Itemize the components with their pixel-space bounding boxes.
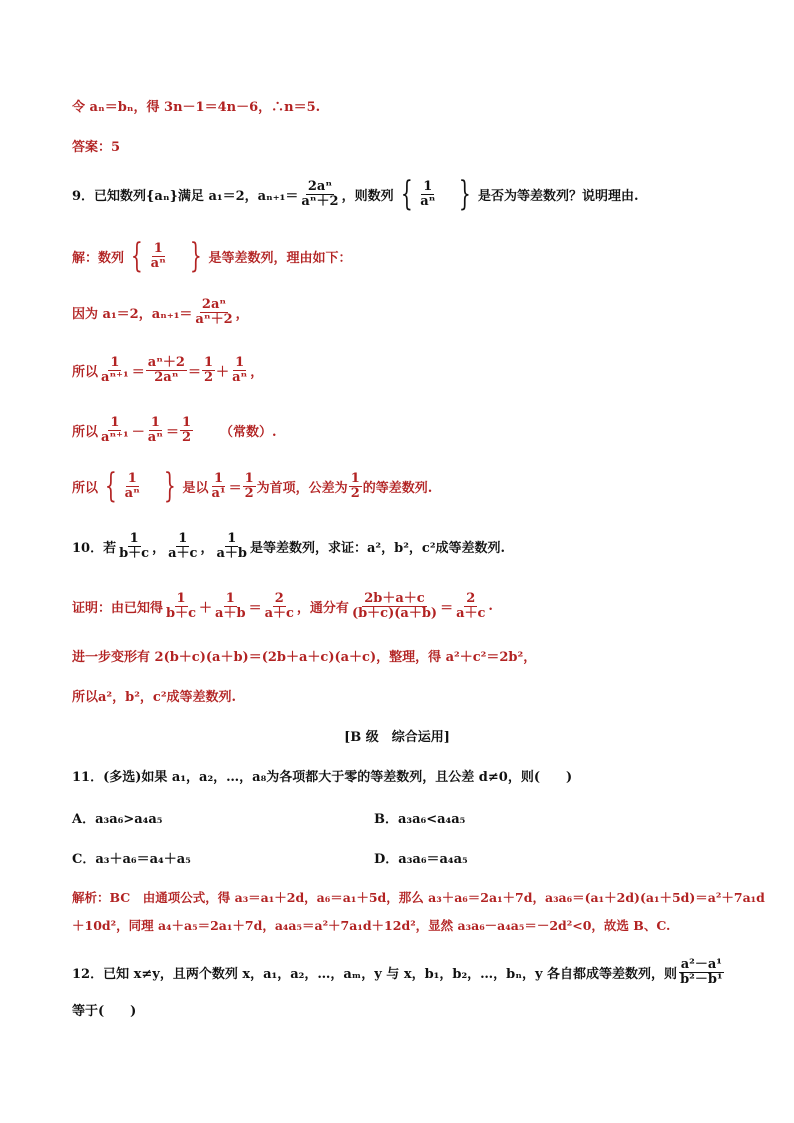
text: ＋ (199, 600, 213, 616)
solution-9-d (72, 410, 277, 450)
text: ＝ (228, 480, 242, 496)
fraction (214, 532, 249, 560)
num: aⁿ＋2 (147, 354, 185, 370)
text: 是等差数列，理由如下： (208, 250, 352, 266)
den: (b＋c)(a＋b) (351, 605, 438, 621)
question-12-b (72, 1000, 136, 1019)
num: 1 (153, 240, 163, 256)
den: aⁿ＋2 (301, 193, 339, 209)
text: 的等差数列. (362, 480, 433, 496)
num: 1 (204, 354, 214, 370)
fraction (230, 356, 249, 384)
num: 1 (350, 470, 360, 486)
option-d: D．a₃a₆＝a₄a₅ (374, 852, 468, 867)
den: b＋c (166, 605, 197, 621)
fraction (349, 472, 362, 500)
text: ， (235, 306, 249, 322)
num: 1 (127, 470, 137, 486)
text: 证明：由已知得 (72, 600, 164, 616)
num: 2aⁿ (201, 296, 227, 312)
text: 11．(多选)如果 a₁，a₂，…，a₈为各项都大于零的等差数列，且公差 d≠0，则( ) (72, 770, 573, 785)
fraction (146, 356, 187, 384)
den: aⁿ (147, 429, 163, 445)
proof-10-c (72, 686, 236, 705)
den: aⁿ⁺¹ (101, 369, 129, 385)
num: 1 (150, 414, 160, 430)
den: 2 (244, 485, 254, 501)
den: aⁿ⁺¹ (101, 429, 129, 445)
den: 2 (204, 369, 214, 385)
text: 是等差数列，求证：a²，b²，c²成等差数列. (250, 540, 506, 556)
fraction (99, 356, 131, 384)
text: ＋ (216, 364, 230, 380)
den: 2 (350, 485, 360, 501)
num: 2 (274, 590, 284, 606)
fraction (180, 416, 193, 444)
num: 1 (423, 178, 433, 194)
proof-10-b (72, 646, 536, 665)
num: 1 (129, 530, 139, 546)
section-heading: [B 级 综合运用] (344, 730, 450, 745)
den: aⁿ (150, 255, 166, 271)
den: a＋b (215, 605, 246, 621)
text: 因为 a₁＝2，aₙ₊₁＝ (72, 306, 193, 322)
text: 解：数列 (72, 250, 125, 266)
num: 2aⁿ (307, 178, 333, 194)
fraction (678, 958, 725, 986)
fraction (350, 592, 439, 620)
question-9 (72, 172, 639, 216)
question-11 (72, 766, 572, 785)
num: 1 (235, 354, 245, 370)
num: 1 (244, 470, 254, 486)
text: ＋10d²，同理 a₄＋a₅＝2a₁＋7d，a₄a₅＝a²＋7a₁d＋12d²，显然 a₃a₆－a₄a₅＝－2d²<0，故选 B、C. (72, 918, 671, 933)
proof-10-a (72, 584, 493, 628)
text: 答案：5 (72, 140, 121, 155)
text: ，通分有 (296, 600, 349, 616)
text: 是以 (182, 480, 209, 496)
text: － (131, 424, 145, 440)
solution-9-a (72, 236, 351, 276)
fraction (99, 416, 131, 444)
den: a＋c (264, 605, 294, 621)
text: 解析：BC 由通项公式，得 a₃＝a₁＋2d，a₆＝a₁＋5d，那么 a₃＋a₆＝2a₁＋7d，a₃a₆＝(a₁＋2d)(a₁＋5d)＝a²＋7a₁d (72, 890, 765, 905)
q9-fraction (299, 180, 340, 208)
text: ＝ (440, 600, 454, 616)
num: 1 (214, 470, 224, 486)
fraction (263, 592, 296, 620)
fraction (193, 298, 234, 326)
analysis-11-a (72, 888, 765, 906)
text: 等于( ) (72, 1004, 137, 1019)
text: ， (152, 540, 166, 556)
fraction (454, 592, 487, 620)
fraction (243, 472, 256, 500)
text: 所以 (72, 480, 99, 496)
den: 2aⁿ (154, 369, 179, 385)
analysis-11-b (72, 916, 670, 934)
den: a＋b (216, 545, 247, 561)
fraction (117, 532, 151, 560)
sequence-brace: { $\frac{1}{\text{aⁿ}}$ } (104, 466, 176, 506)
fraction (202, 356, 215, 384)
den: 2 (181, 429, 191, 445)
num: 1 (227, 530, 237, 546)
text: 所以 (72, 364, 99, 380)
fraction (209, 472, 227, 500)
text: 所以 (72, 424, 99, 440)
option-a: A．a₃a₆>a₄a₅ (72, 812, 163, 827)
num: a²－a¹ (680, 956, 722, 972)
option-b: B．a₃a₆<a₄a₅ (374, 812, 466, 827)
q9-text: ，则数列 (341, 188, 394, 204)
sequence-brace: { $\frac{1}{\text{aⁿ}}$ } (130, 236, 202, 276)
num: 1 (110, 414, 120, 430)
fraction (146, 416, 165, 444)
den: b²－b¹ (680, 971, 723, 987)
num: 1 (181, 414, 191, 430)
text: 为首项，公差为 (256, 480, 348, 496)
q9-sequence-brace: { $\frac{1}{\text{aⁿ}}$ } (400, 174, 472, 214)
den: aⁿ＋2 (195, 311, 233, 327)
text: ＝ (131, 364, 145, 380)
question-10 (72, 526, 505, 566)
num: 1 (110, 354, 120, 370)
den: aⁿ (124, 485, 140, 501)
den: a¹ (211, 485, 226, 501)
den: aⁿ (420, 193, 436, 209)
text: （常数）. (220, 424, 277, 440)
text: 10．若 (72, 540, 117, 556)
num: 1 (176, 590, 186, 606)
text: . (488, 598, 493, 614)
text: 令 aₙ＝bₙ，得 3n－1＝4n－6，∴n＝5. (72, 100, 321, 115)
text: ＝ (187, 364, 201, 380)
text: ， (250, 364, 264, 380)
text: 12．已知 x≠y，且两个数列 x，a₁，a₂，…，aₘ，y 与 x，b₁，b₂，…，bₙ，y 各自都成等差数列，则 (72, 966, 678, 982)
num: 1 (178, 530, 188, 546)
fraction (166, 532, 199, 560)
num: 2b＋a＋c (364, 590, 425, 606)
num: 1 (225, 590, 235, 606)
solution-line-1 (72, 96, 320, 115)
q9-text: 9．已知数列{aₙ}满足 a₁＝2，aₙ₊₁＝ (72, 188, 299, 204)
fraction (164, 592, 198, 620)
solution-9-c (72, 350, 263, 390)
q9-text: 是否为等差数列？说明理由. (478, 188, 639, 204)
text: ， (200, 540, 214, 556)
text: ＝ (165, 424, 179, 440)
option-c: C．a₃＋a₆＝a₄＋a₅ (72, 852, 191, 867)
text: 所以a²，b²，c²成等差数列. (72, 690, 237, 705)
solution-9-b (72, 292, 249, 332)
answer-line (72, 136, 120, 155)
text: ＝ (248, 600, 262, 616)
den: b＋c (119, 545, 150, 561)
num: 2 (466, 590, 476, 606)
den: a＋c (456, 605, 486, 621)
text: 进一步变形有 2(b＋c)(a＋b)＝(2b＋a＋c)(a＋c)，整理，得 a²＋c²＝2b²， (72, 650, 537, 665)
solution-9-e (72, 466, 432, 506)
fraction (213, 592, 248, 620)
den: aⁿ (232, 369, 248, 385)
den: a＋c (168, 545, 198, 561)
question-12 (72, 952, 726, 992)
